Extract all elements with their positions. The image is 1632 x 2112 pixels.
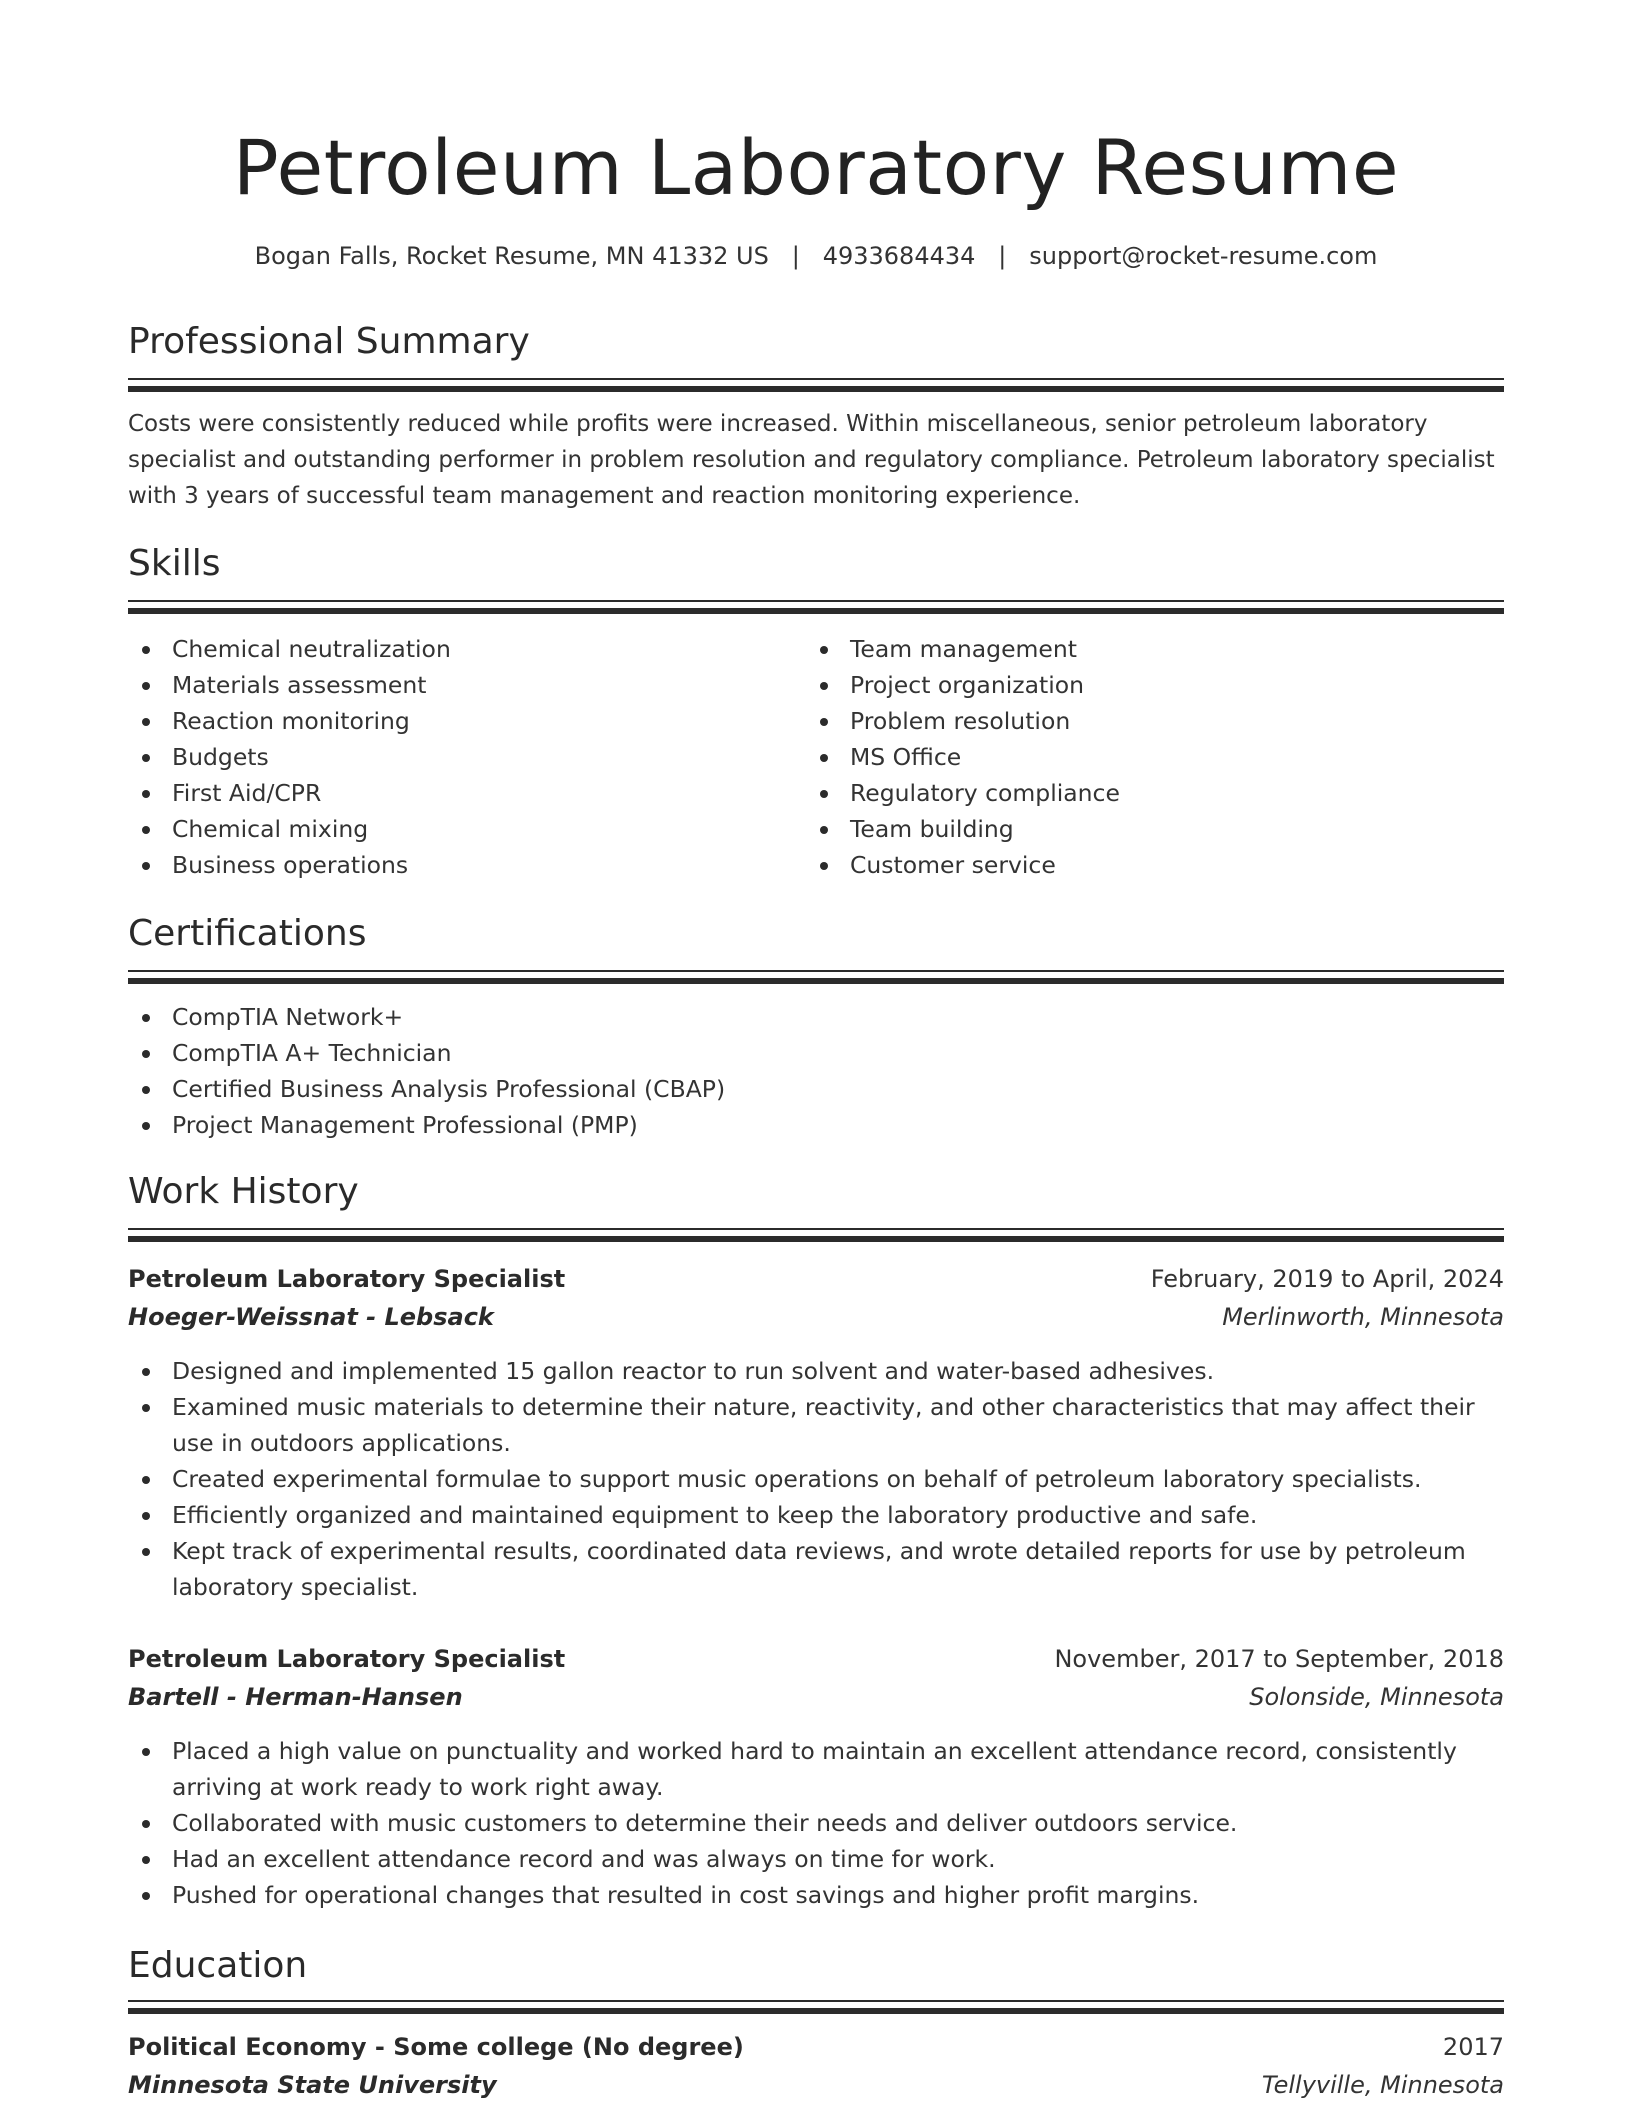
skill-item: Business operations	[128, 847, 788, 883]
job-bullets	[128, 1733, 1504, 1913]
job-bullet: Pushed for operational changes that resulted in cost savings and higher profit margins.	[128, 1877, 1504, 1913]
job-company: Hoeger-Weissnat - Lebsack	[128, 1303, 494, 1331]
skill-item: Customer service	[806, 847, 1466, 883]
job-company: Bartell - Herman-Hansen	[128, 1683, 463, 1711]
skill-item: Budgets	[128, 739, 788, 775]
section-heading-work-history: Work History	[128, 1171, 359, 1212]
job-bullet: Examined music materials to determine their nature, reactivity, and other characteristics that may affect their use in outdoors applications.	[128, 1389, 1504, 1461]
certification-item: Certified Business Analysis Professional (CBAP)	[128, 1071, 1504, 1107]
resume-title: Petroleum Laboratory Resume	[232, 123, 1400, 212]
job-header	[128, 1260, 1504, 1298]
job-dates: November, 2017 to September, 2018	[1054, 1645, 1504, 1673]
skill-item: Reaction monitoring	[128, 703, 788, 739]
job-bullet: Efficiently organized and maintained equipment to keep the laboratory productive and safe.	[128, 1497, 1504, 1533]
job-bullet: Kept track of experimental results, coordinated data reviews, and wrote detailed reports for use by petroleum laboratory specialist.	[128, 1533, 1504, 1605]
skill-item: Regulatory compliance	[806, 775, 1466, 811]
job-bullet: Placed a high value on punctuality and worked hard to maintain an excellent attendance record, consistently arriving at work ready to work right away.	[128, 1733, 1504, 1805]
skill-item: Problem resolution	[806, 703, 1466, 739]
certifications-list	[128, 999, 1504, 1143]
section-divider	[128, 2000, 1504, 2014]
job-title: Petroleum Laboratory Specialist	[128, 1265, 566, 1293]
education-school: Minnesota State University	[128, 2071, 497, 2099]
skill-item: Chemical neutralization	[128, 631, 788, 667]
section-heading-education: Education	[128, 1945, 308, 1986]
job-bullet: Had an excellent attendance record and was always on time for work.	[128, 1841, 1504, 1877]
education-school-row	[128, 2066, 1504, 2104]
job-bullet: Designed and implemented 15 gallon reactor to run solvent and water-based adhesives.	[128, 1353, 1504, 1389]
job-employer-row	[128, 1298, 1504, 1336]
skill-item: Project organization	[806, 667, 1466, 703]
contact-line: Bogan Falls, Rocket Resume, MN 41332 US | 4933684434 | support@rocket-resume.com	[254, 242, 1378, 270]
job-dates: February, 2019 to April, 2024	[1150, 1265, 1504, 1293]
skill-item: Team building	[806, 811, 1466, 847]
section-heading-summary: Professional Summary	[128, 321, 530, 362]
section-divider	[128, 1228, 1504, 1242]
job-location: Merlinworth, Minnesota	[1222, 1303, 1504, 1331]
section-divider	[128, 970, 1504, 984]
education-year: 2017	[1442, 2033, 1504, 2061]
skill-item: Chemical mixing	[128, 811, 788, 847]
summary-text: Costs were consistently reduced while profits were increased. Within miscellaneous, senior petroleum laboratory specialist and outstanding performer in problem resolution and regulatory compliance. Petroleum laboratory specialist with 3 years of successful team management and reaction monitoring experience.	[128, 411, 1495, 509]
certification-item: Project Management Professional (PMP)	[128, 1107, 1504, 1143]
job-bullets	[128, 1353, 1504, 1605]
job-employer-row	[128, 1678, 1504, 1716]
certification-item: CompTIA Network+	[128, 999, 1504, 1035]
skill-item: First Aid/CPR	[128, 775, 788, 811]
job-location: Solonside, Minnesota	[1249, 1683, 1504, 1711]
section-heading-skills: Skills	[128, 543, 221, 584]
job-bullet: Collaborated with music customers to determine their needs and deliver outdoors service.	[128, 1805, 1504, 1841]
section-divider	[128, 378, 1504, 392]
section-heading-certifications: Certifications	[128, 913, 367, 954]
job-header	[128, 1640, 1504, 1678]
skill-item: MS Office	[806, 739, 1466, 775]
education-location: Tellyville, Minnesota	[1261, 2071, 1504, 2099]
section-divider	[128, 600, 1504, 614]
skills-list-right	[806, 631, 1466, 883]
job-bullet: Created experimental formulae to support music operations on behalf of petroleum laboratory specialists.	[128, 1461, 1504, 1497]
education-degree: Political Economy - Some college (No degree)	[128, 2033, 744, 2061]
certification-item: CompTIA A+ Technician	[128, 1035, 1504, 1071]
skill-item: Materials assessment	[128, 667, 788, 703]
skills-list-left	[128, 631, 788, 883]
job-title: Petroleum Laboratory Specialist	[128, 1645, 566, 1673]
education-header	[128, 2028, 1504, 2066]
skill-item: Team management	[806, 631, 1466, 667]
